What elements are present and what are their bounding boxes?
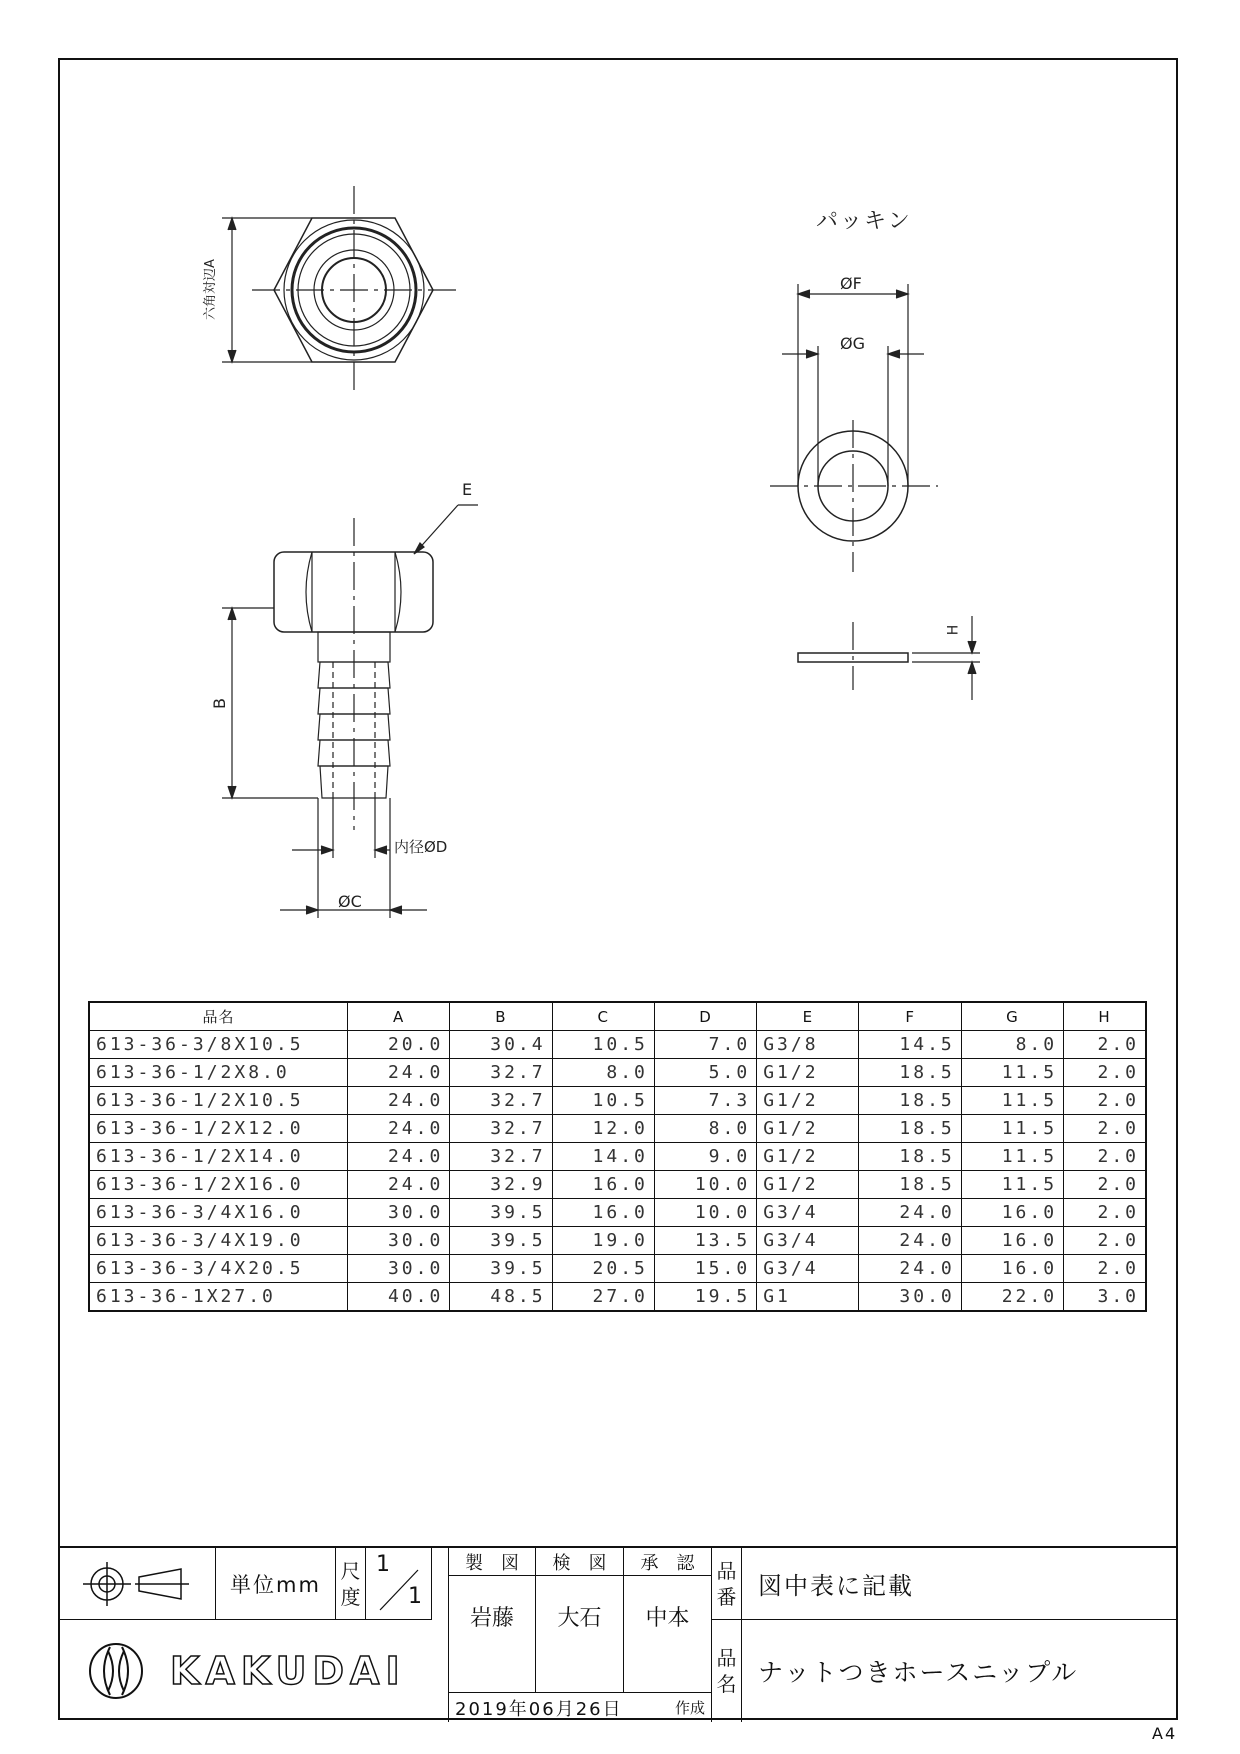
table-row <box>89 1143 1146 1171</box>
table-cell: 32.9 <box>450 1171 552 1199</box>
table-cell: 24.0 <box>348 1059 450 1087</box>
gasket-front-view <box>770 284 938 572</box>
unit-cell: 単位mm <box>216 1548 336 1620</box>
table-cell: 613-36-1X27.0 <box>89 1283 348 1312</box>
gasket-title: パッキン <box>816 209 912 234</box>
table-cell: G1/2 <box>757 1059 859 1087</box>
table-cell: G1/2 <box>757 1143 859 1171</box>
table-cell: 24.0 <box>859 1199 961 1227</box>
table-cell: 7.0 <box>654 1031 756 1059</box>
table-row <box>89 1171 1146 1199</box>
scale-divider-line <box>366 1548 432 1620</box>
table-cell: G1/2 <box>757 1115 859 1143</box>
table-cell: 27.0 <box>552 1283 654 1312</box>
table-cell: 11.5 <box>961 1059 1063 1087</box>
table-cell: 16.0 <box>552 1171 654 1199</box>
table-cell: 11.5 <box>961 1143 1063 1171</box>
table-cell: G3/8 <box>757 1031 859 1059</box>
table-cell: 18.5 <box>859 1115 961 1143</box>
col-header: B <box>450 1002 552 1031</box>
table-cell: 39.5 <box>450 1227 552 1255</box>
table-cell: 2.0 <box>1064 1059 1146 1087</box>
table-cell: 30.0 <box>348 1199 450 1227</box>
table-cell: G3/4 <box>757 1199 859 1227</box>
brand-name: KAKUDAI <box>170 1649 406 1693</box>
label-H: H <box>945 624 962 636</box>
table-cell: 30.0 <box>348 1227 450 1255</box>
table-cell: 8.0 <box>552 1059 654 1087</box>
dimension-table <box>88 1001 1147 1312</box>
table-row <box>89 1255 1146 1283</box>
sheet-size: A4 <box>1152 1724 1178 1743</box>
col-header: H <box>1064 1002 1146 1031</box>
table-cell: 2.0 <box>1064 1115 1146 1143</box>
table-cell: 18.5 <box>859 1143 961 1171</box>
table-row <box>89 1031 1146 1059</box>
table-cell: 20.0 <box>348 1031 450 1059</box>
table-cell: 30.0 <box>859 1283 961 1312</box>
part-no-label-1: 品 <box>716 1558 737 1583</box>
table-header-row <box>89 1002 1146 1031</box>
table-cell: 24.0 <box>859 1227 961 1255</box>
table-cell: 2.0 <box>1064 1087 1146 1115</box>
table-cell: 10.5 <box>552 1087 654 1115</box>
table-cell: G1/2 <box>757 1087 859 1115</box>
table-row <box>89 1199 1146 1227</box>
table-cell: 32.7 <box>450 1143 552 1171</box>
table-cell: 11.5 <box>961 1087 1063 1115</box>
table-cell: 14.5 <box>859 1031 961 1059</box>
table-body <box>89 1031 1146 1312</box>
label-E: E <box>462 480 473 499</box>
table-cell: 10.5 <box>552 1031 654 1059</box>
table-cell: G1 <box>757 1283 859 1312</box>
col-header: F <box>859 1002 961 1031</box>
table-cell: 30.0 <box>348 1255 450 1283</box>
date-cell <box>448 1692 712 1722</box>
table-cell: G3/4 <box>757 1227 859 1255</box>
table-cell: 20.5 <box>552 1255 654 1283</box>
scale-label-1: 尺 <box>340 1558 361 1583</box>
table-cell: 613-36-1/2X12.0 <box>89 1115 348 1143</box>
scale-denominator: 1 <box>408 1584 422 1609</box>
table-cell: 11.5 <box>961 1171 1063 1199</box>
table-row <box>89 1227 1146 1255</box>
table-cell: 24.0 <box>348 1087 450 1115</box>
scale-numerator: 1 <box>376 1552 390 1577</box>
table-row <box>89 1283 1146 1312</box>
label-G: ØG <box>840 334 865 353</box>
table-row <box>89 1115 1146 1143</box>
part-name-label <box>712 1620 742 1722</box>
table-cell: 2.0 <box>1064 1227 1146 1255</box>
table-cell: G1/2 <box>757 1171 859 1199</box>
approved-label: 承 認 <box>624 1548 712 1576</box>
table-cell: 24.0 <box>348 1143 450 1171</box>
table-cell: 39.5 <box>450 1199 552 1227</box>
table-cell: 2.0 <box>1064 1031 1146 1059</box>
table-cell: 2.0 <box>1064 1171 1146 1199</box>
table-cell: 613-36-1/2X14.0 <box>89 1143 348 1171</box>
table-cell: 13.5 <box>654 1227 756 1255</box>
table-cell: 16.0 <box>961 1199 1063 1227</box>
col-header: G <box>961 1002 1063 1031</box>
table-cell: 32.7 <box>450 1059 552 1087</box>
table-cell: 18.5 <box>859 1087 961 1115</box>
table-cell: 8.0 <box>961 1031 1063 1059</box>
label-F: ØF <box>840 274 862 293</box>
table-cell: 18.5 <box>859 1059 961 1087</box>
table-cell: 12.0 <box>552 1115 654 1143</box>
table-cell: 30.4 <box>450 1031 552 1059</box>
part-name-value: ナットつきホースニップル <box>758 1658 1079 1687</box>
third-angle-projection-icon <box>77 1559 197 1609</box>
col-header: 品名 <box>89 1002 348 1031</box>
brand-cell <box>58 1620 448 1722</box>
created-label: 作成 <box>674 1699 705 1717</box>
table-cell: 11.5 <box>961 1115 1063 1143</box>
col-header: D <box>654 1002 756 1031</box>
table-cell: 2.0 <box>1064 1199 1146 1227</box>
table-cell: 39.5 <box>450 1255 552 1283</box>
table-cell: G3/4 <box>757 1255 859 1283</box>
part-name-label-1: 品 <box>716 1646 737 1670</box>
label-B: B <box>209 698 229 709</box>
table-cell: 8.0 <box>654 1115 756 1143</box>
table-cell: 24.0 <box>348 1115 450 1143</box>
table-cell: 10.0 <box>654 1199 756 1227</box>
table-cell: 10.0 <box>654 1171 756 1199</box>
approved-by: 中本 <box>624 1576 712 1692</box>
scale-label-2: 度 <box>340 1584 361 1609</box>
table-cell: 5.0 <box>654 1059 756 1087</box>
table-cell: 15.0 <box>654 1255 756 1283</box>
nut-top-view <box>222 186 456 392</box>
label-inner-diameter-D: 内径ØD <box>394 838 448 856</box>
table-cell: 19.0 <box>552 1227 654 1255</box>
table-cell: 16.0 <box>552 1199 654 1227</box>
projection-symbol <box>58 1548 216 1620</box>
table-cell: 3.0 <box>1064 1283 1146 1312</box>
checked-label: 検 図 <box>536 1548 624 1576</box>
table-cell: 9.0 <box>654 1143 756 1171</box>
scale-label-cell <box>336 1548 366 1620</box>
table-cell: 2.0 <box>1064 1143 1146 1171</box>
table-cell: 16.0 <box>961 1227 1063 1255</box>
table-cell: 14.0 <box>552 1143 654 1171</box>
table-cell: 613-36-1/2X16.0 <box>89 1171 348 1199</box>
table-cell: 613-36-3/4X19.0 <box>89 1227 348 1255</box>
table-row <box>89 1059 1146 1087</box>
table-cell: 613-36-1/2X10.5 <box>89 1087 348 1115</box>
table-cell: 48.5 <box>450 1283 552 1312</box>
part-no-label-2: 番 <box>716 1584 737 1609</box>
table-cell: 613-36-3/8X10.5 <box>89 1031 348 1059</box>
table-row <box>89 1087 1146 1115</box>
table-cell: 19.5 <box>654 1283 756 1312</box>
table-cell: 22.0 <box>961 1283 1063 1312</box>
label-hex-across-flats: 六角対辺A <box>202 259 218 320</box>
table-cell: 2.0 <box>1064 1255 1146 1283</box>
part-no-label <box>712 1548 742 1620</box>
table-cell: 613-36-1/2X8.0 <box>89 1059 348 1087</box>
scale-value-cell <box>366 1548 432 1620</box>
drawn-label: 製 図 <box>448 1548 536 1576</box>
drawing-date: 2019年06月26日 <box>455 1698 623 1720</box>
table-cell: 613-36-3/4X16.0 <box>89 1199 348 1227</box>
table-cell: 24.0 <box>859 1255 961 1283</box>
table-cell: 40.0 <box>348 1283 450 1312</box>
table-cell: 16.0 <box>961 1255 1063 1283</box>
table-cell: 32.7 <box>450 1115 552 1143</box>
col-header: E <box>757 1002 859 1031</box>
table-cell: 613-36-3/4X20.5 <box>89 1255 348 1283</box>
part-name-label-2: 名 <box>716 1672 737 1696</box>
table-cell: 7.3 <box>654 1087 756 1115</box>
part-no-value: 図中表に記載 <box>742 1548 1178 1620</box>
col-header: C <box>552 1002 654 1031</box>
col-header: A <box>348 1002 450 1031</box>
table-cell: 32.7 <box>450 1087 552 1115</box>
checked-by: 大石 <box>536 1576 624 1692</box>
table-cell: 24.0 <box>348 1171 450 1199</box>
table-cell: 18.5 <box>859 1171 961 1199</box>
kakudai-logo-icon <box>86 1641 146 1701</box>
title-block <box>58 1546 1178 1722</box>
label-C: ØC <box>338 892 362 911</box>
drawn-by: 岩藤 <box>448 1576 536 1692</box>
